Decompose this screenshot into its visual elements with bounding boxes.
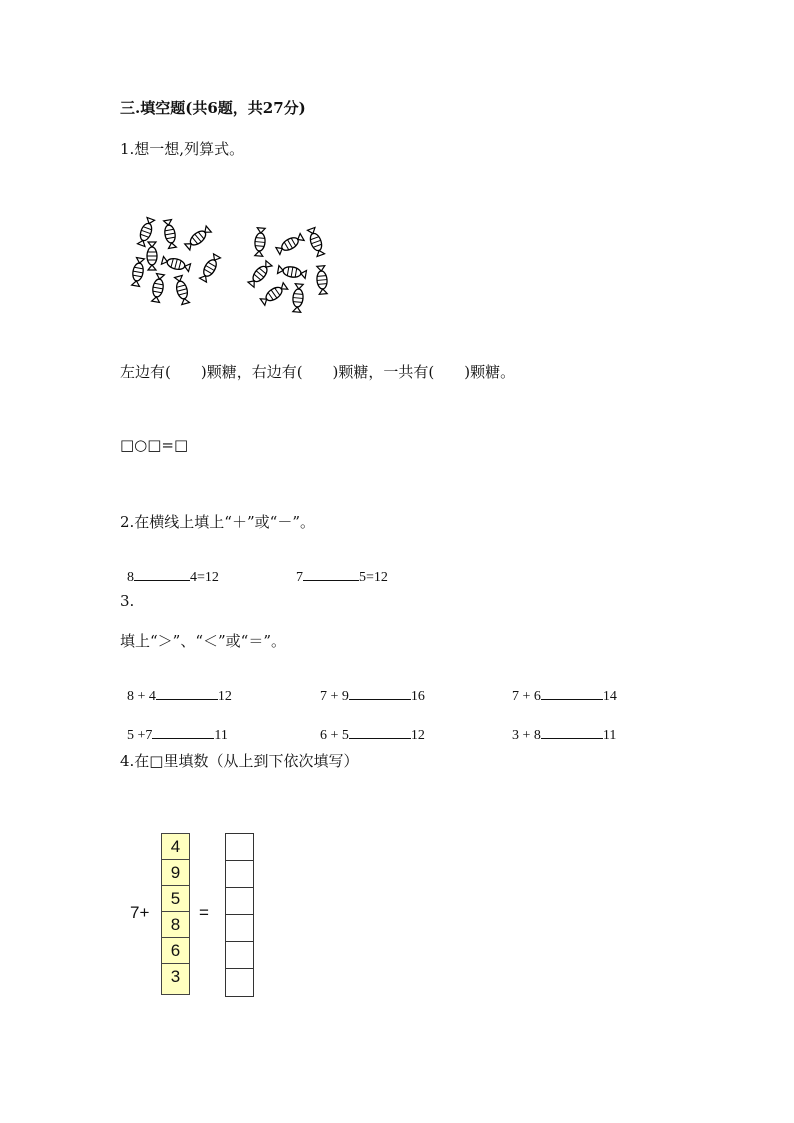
candy-illustration <box>126 212 346 322</box>
question-1-prompt: 1.想一想,列算式。 <box>120 140 245 158</box>
addend-cell: 5 <box>162 886 189 912</box>
question-4-prompt: 4.在□里填数（从上到下依次填写） <box>120 752 359 770</box>
question-4-left-operand: 7+ <box>130 903 150 922</box>
addend-cell: 6 <box>162 938 189 964</box>
question-3-item-5: 6 + 5 12 <box>320 728 425 743</box>
answer-box[interactable] <box>226 942 253 969</box>
addend-cell: 3 <box>170 967 181 986</box>
question-3-item-1: 8 + 4 12 <box>127 689 232 704</box>
answer-box[interactable] <box>226 888 253 915</box>
question-2-item-2: 7 5=12 <box>296 570 388 585</box>
answer-box[interactable] <box>226 834 253 861</box>
question-1-answer-line: 左边有( )颗糖，右边有( )颗糖，一共有( )颗糖。 <box>120 363 516 381</box>
question-1-equation-template: □○□=□ <box>120 436 189 454</box>
answer-box[interactable] <box>226 915 253 942</box>
answer-blank[interactable] <box>349 726 411 739</box>
addend-cell: 4 <box>162 834 189 860</box>
left-candy-group <box>131 217 222 305</box>
answer-blank[interactable] <box>152 726 214 739</box>
answer-blank[interactable] <box>134 568 190 581</box>
answer-blank[interactable] <box>541 726 603 739</box>
answer-box[interactable] <box>226 969 253 996</box>
answer-box-column <box>225 833 254 997</box>
question-3-prompt: 填上“＞”、“＜”或“＝”。 <box>120 632 287 650</box>
question-2-item-1: 8 4=12 <box>127 570 219 585</box>
answer-blank[interactable] <box>303 568 359 581</box>
section-title: 三.填空题(共6题，共27分) <box>120 99 306 117</box>
answer-blank[interactable] <box>541 687 603 700</box>
question-2-prompt: 2.在横线上填上“＋”或“－”。 <box>120 513 315 531</box>
answer-blank[interactable] <box>349 687 411 700</box>
answer-box[interactable] <box>226 861 253 888</box>
question-3-item-6: 3 + 8 11 <box>512 728 617 743</box>
addend-cell: 8 <box>162 912 189 938</box>
question-3-item-2: 7 + 9 16 <box>320 689 425 704</box>
question-3-item-4: 5 +7 11 <box>127 728 228 743</box>
answer-blank[interactable] <box>156 687 218 700</box>
addend-stack <box>161 833 190 995</box>
right-candy-group <box>247 227 328 312</box>
addend-cell: 9 <box>162 860 189 886</box>
equals-sign: = <box>199 903 209 922</box>
question-3-number: 3. <box>120 592 135 610</box>
question-3-item-3: 7 + 6 14 <box>512 689 617 704</box>
